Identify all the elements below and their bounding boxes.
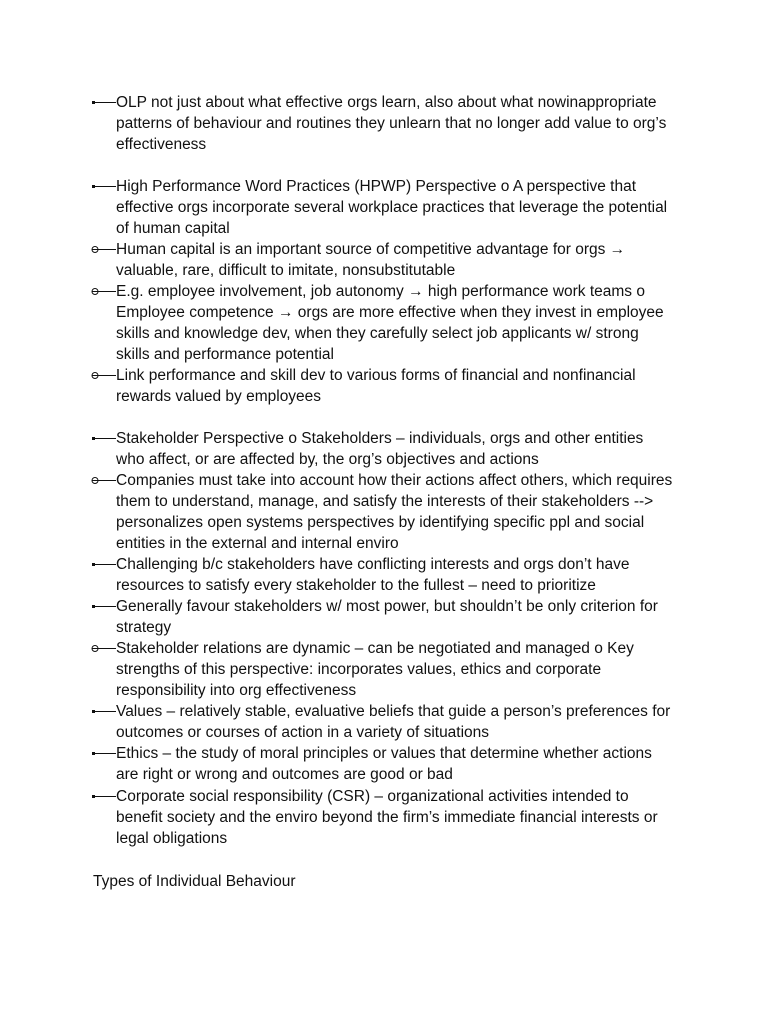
list-item-text: High Performance Word Practices (HPWP) Perspective o A perspective that effective orgs incorporate several workplace practices that leverage the potential of human capital [116, 178, 668, 237]
list-item [91, 281, 711, 365]
list-item [91, 596, 711, 638]
list-item-text: Challenging b/c stakeholders have conflicting interests and orgs don’t have resources to satisfy every stakeholder to the fullest – need to prioritize [116, 556, 630, 594]
list-item [91, 428, 711, 470]
square-bullet-icon [91, 92, 116, 113]
circle-bullet-icon [91, 281, 116, 302]
list-item [91, 701, 711, 743]
list-item [91, 786, 711, 849]
list-item [91, 365, 711, 407]
list-item-text: Human capital is an important source of competitive advantage for orgs → valuable, rare, difficult to imitate, nonsubstitutable [116, 241, 626, 279]
circle-bullet-icon [91, 365, 116, 386]
square-bullet-icon [91, 701, 116, 722]
list-item [91, 239, 711, 281]
square-bullet-icon [91, 176, 116, 197]
list-item [91, 638, 711, 701]
list-item-text: Values – relatively stable, evaluative beliefs that guide a person’s preferences for outcomes or courses of action in a variety of situations [116, 703, 671, 741]
square-bullet-icon [91, 596, 116, 617]
list-item-text: Companies must take into account how their actions affect others, which requires them to understand, manage, and satisfy the interests of their stakeholders --> personalizes open systems perspectives by identifying specific ppl and social entities in the external and internal enviro [116, 472, 673, 552]
list-item [91, 92, 711, 155]
list-item-text: Corporate social responsibility (CSR) – organizational activities intended to benefit society and the enviro beyond the firm’s immediate financial interests or legal obligations [116, 788, 658, 847]
circle-bullet-icon [91, 470, 116, 491]
list-item-text: Ethics – the study of moral principles or values that determine whether actions are right or wrong and outcomes are good or bad [116, 745, 652, 783]
square-bullet-icon [91, 743, 116, 764]
list-item-text: Link performance and skill dev to various forms of financial and nonfinancial rewards valued by employees [116, 367, 636, 405]
list-item [91, 470, 711, 554]
list-item-text: OLP not just about what effective orgs learn, also about what nowinappropriate patterns of behaviour and routines they unlearn that no longer add value to org’s effectiveness [116, 94, 667, 153]
list-item-text: E.g. employee involvement, job autonomy → high performance work teams o Employee competence → orgs are more effective when they invest in employee skills and knowledge dev, when they carefully select job applicants w/ strong skills and performance potential [116, 283, 664, 363]
list-item [91, 176, 711, 239]
circle-bullet-icon [91, 239, 116, 260]
square-bullet-icon [91, 554, 116, 575]
list-item-text: Stakeholder relations are dynamic – can be negotiated and managed o Key strengths of this perspective: incorporates values, ethics and corporate responsibility into org effectiveness [116, 640, 634, 699]
list-item [91, 743, 711, 785]
list-item-text: Stakeholder Perspective o Stakeholders – individuals, orgs and other entities who affect, or are affected by, the org’s objectives and actions [116, 430, 644, 468]
square-bullet-icon [91, 786, 116, 807]
square-bullet-icon [91, 428, 116, 449]
list-item [91, 554, 711, 596]
list-item-text: Generally favour stakeholders w/ most power, but shouldn’t be only criterion for strategy [116, 598, 658, 636]
section-heading: Types of Individual Behaviour [93, 873, 296, 890]
circle-bullet-icon [91, 638, 116, 659]
